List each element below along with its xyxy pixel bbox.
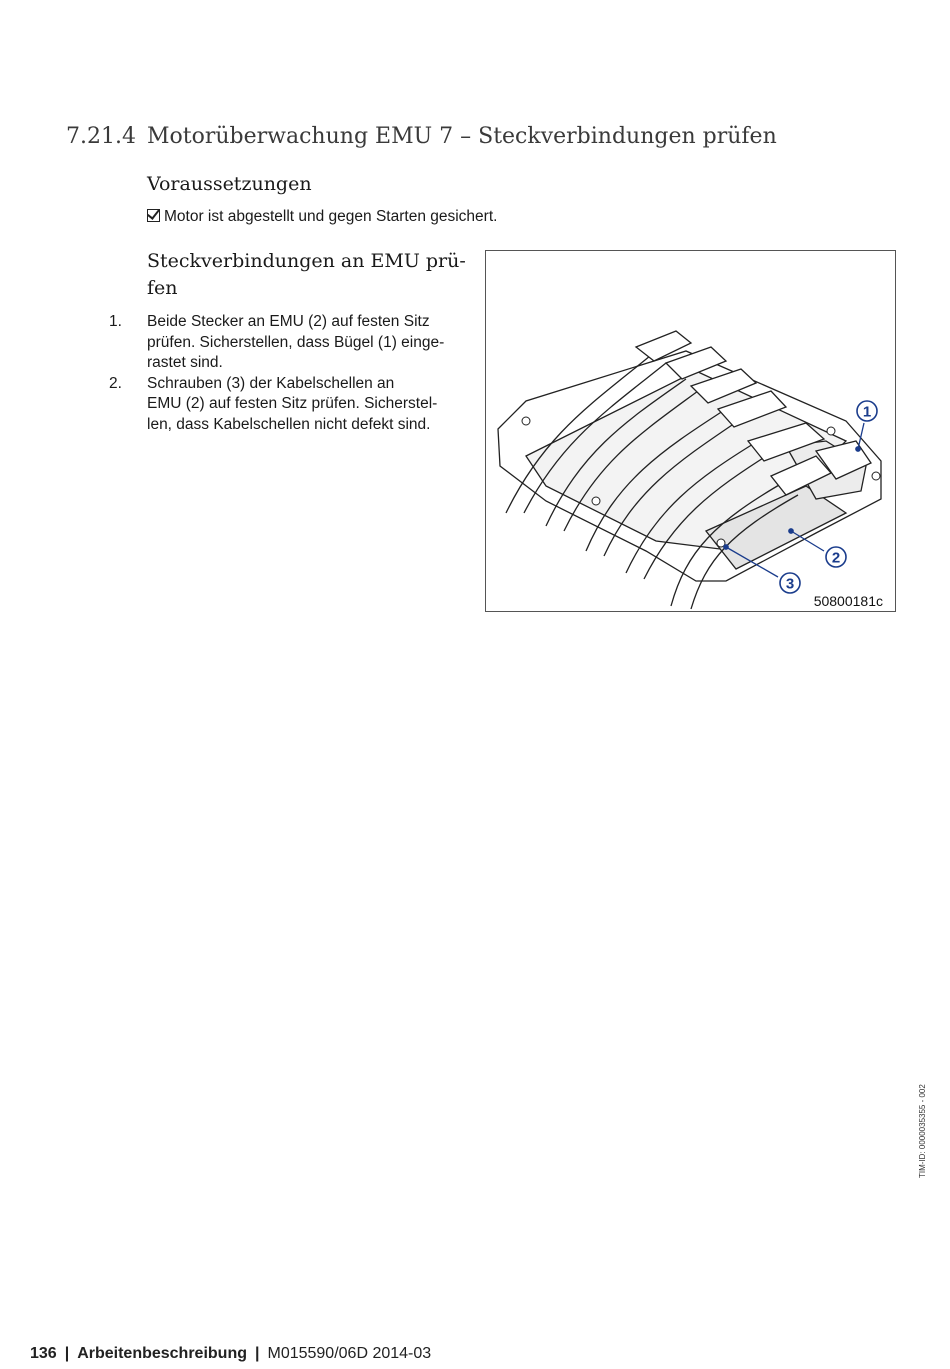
- prerequisite-text: Motor ist abgestellt und gegen Starten gesichert.: [164, 208, 498, 225]
- checkbox-checked-icon: [147, 209, 160, 222]
- tim-id: TIM-ID: 0000035355 - 002: [918, 1084, 927, 1178]
- footer-section: Arbeitenbeschreibung: [77, 1345, 247, 1362]
- step-number: 1.: [109, 313, 122, 330]
- step-line: len, dass Kabelschellen nicht defekt sind.: [147, 415, 431, 433]
- procedure-heading-line: fen: [147, 277, 178, 299]
- step-item: [100, 374, 470, 436]
- section-heading: [66, 124, 777, 149]
- callout-2-marker: [826, 547, 846, 567]
- figure-code: 50800181c: [813, 593, 883, 609]
- emu-figure: [485, 250, 896, 612]
- step-item: [100, 312, 470, 374]
- footer-separator: |: [64, 1345, 70, 1362]
- section-title: Motorüberwachung EMU 7 – Steckverbindungen prüfen: [147, 124, 777, 149]
- section-number: 7.21.4: [66, 124, 136, 149]
- callout-3-label: 3: [785, 575, 795, 593]
- step-line: EMU (2) auf festen Sitz prüfen. Sicherstel-: [147, 395, 438, 412]
- step-line: Schrauben (3) der Kabelschellen an: [147, 374, 395, 392]
- procedure-heading-line: Steckverbindungen an EMU prü-: [147, 250, 466, 272]
- procedure-heading: [147, 248, 467, 302]
- emu-illustration: [486, 251, 896, 612]
- callout-1-marker: [857, 401, 877, 421]
- step-list: [100, 312, 470, 435]
- footer-separator: |: [255, 1345, 260, 1362]
- prerequisites-heading: Voraussetzungen: [147, 173, 312, 195]
- step-number: 2.: [109, 374, 122, 392]
- prerequisite-item: [147, 208, 497, 226]
- footer-doc: M015590/06D 2014-03: [267, 1345, 432, 1362]
- callout-3-marker: [780, 573, 800, 593]
- page-footer: [30, 1345, 431, 1363]
- step-line: Beide Stecker an EMU (2) auf festen Sitz: [147, 313, 430, 330]
- page-number: 136: [30, 1345, 57, 1362]
- step-line: rastet sind.: [147, 354, 223, 371]
- callout-2-label: 2: [831, 549, 841, 567]
- step-line: prüfen. Sicherstellen, dass Bügel (1) einge-: [147, 333, 445, 351]
- callout-1-label: 1: [862, 403, 872, 421]
